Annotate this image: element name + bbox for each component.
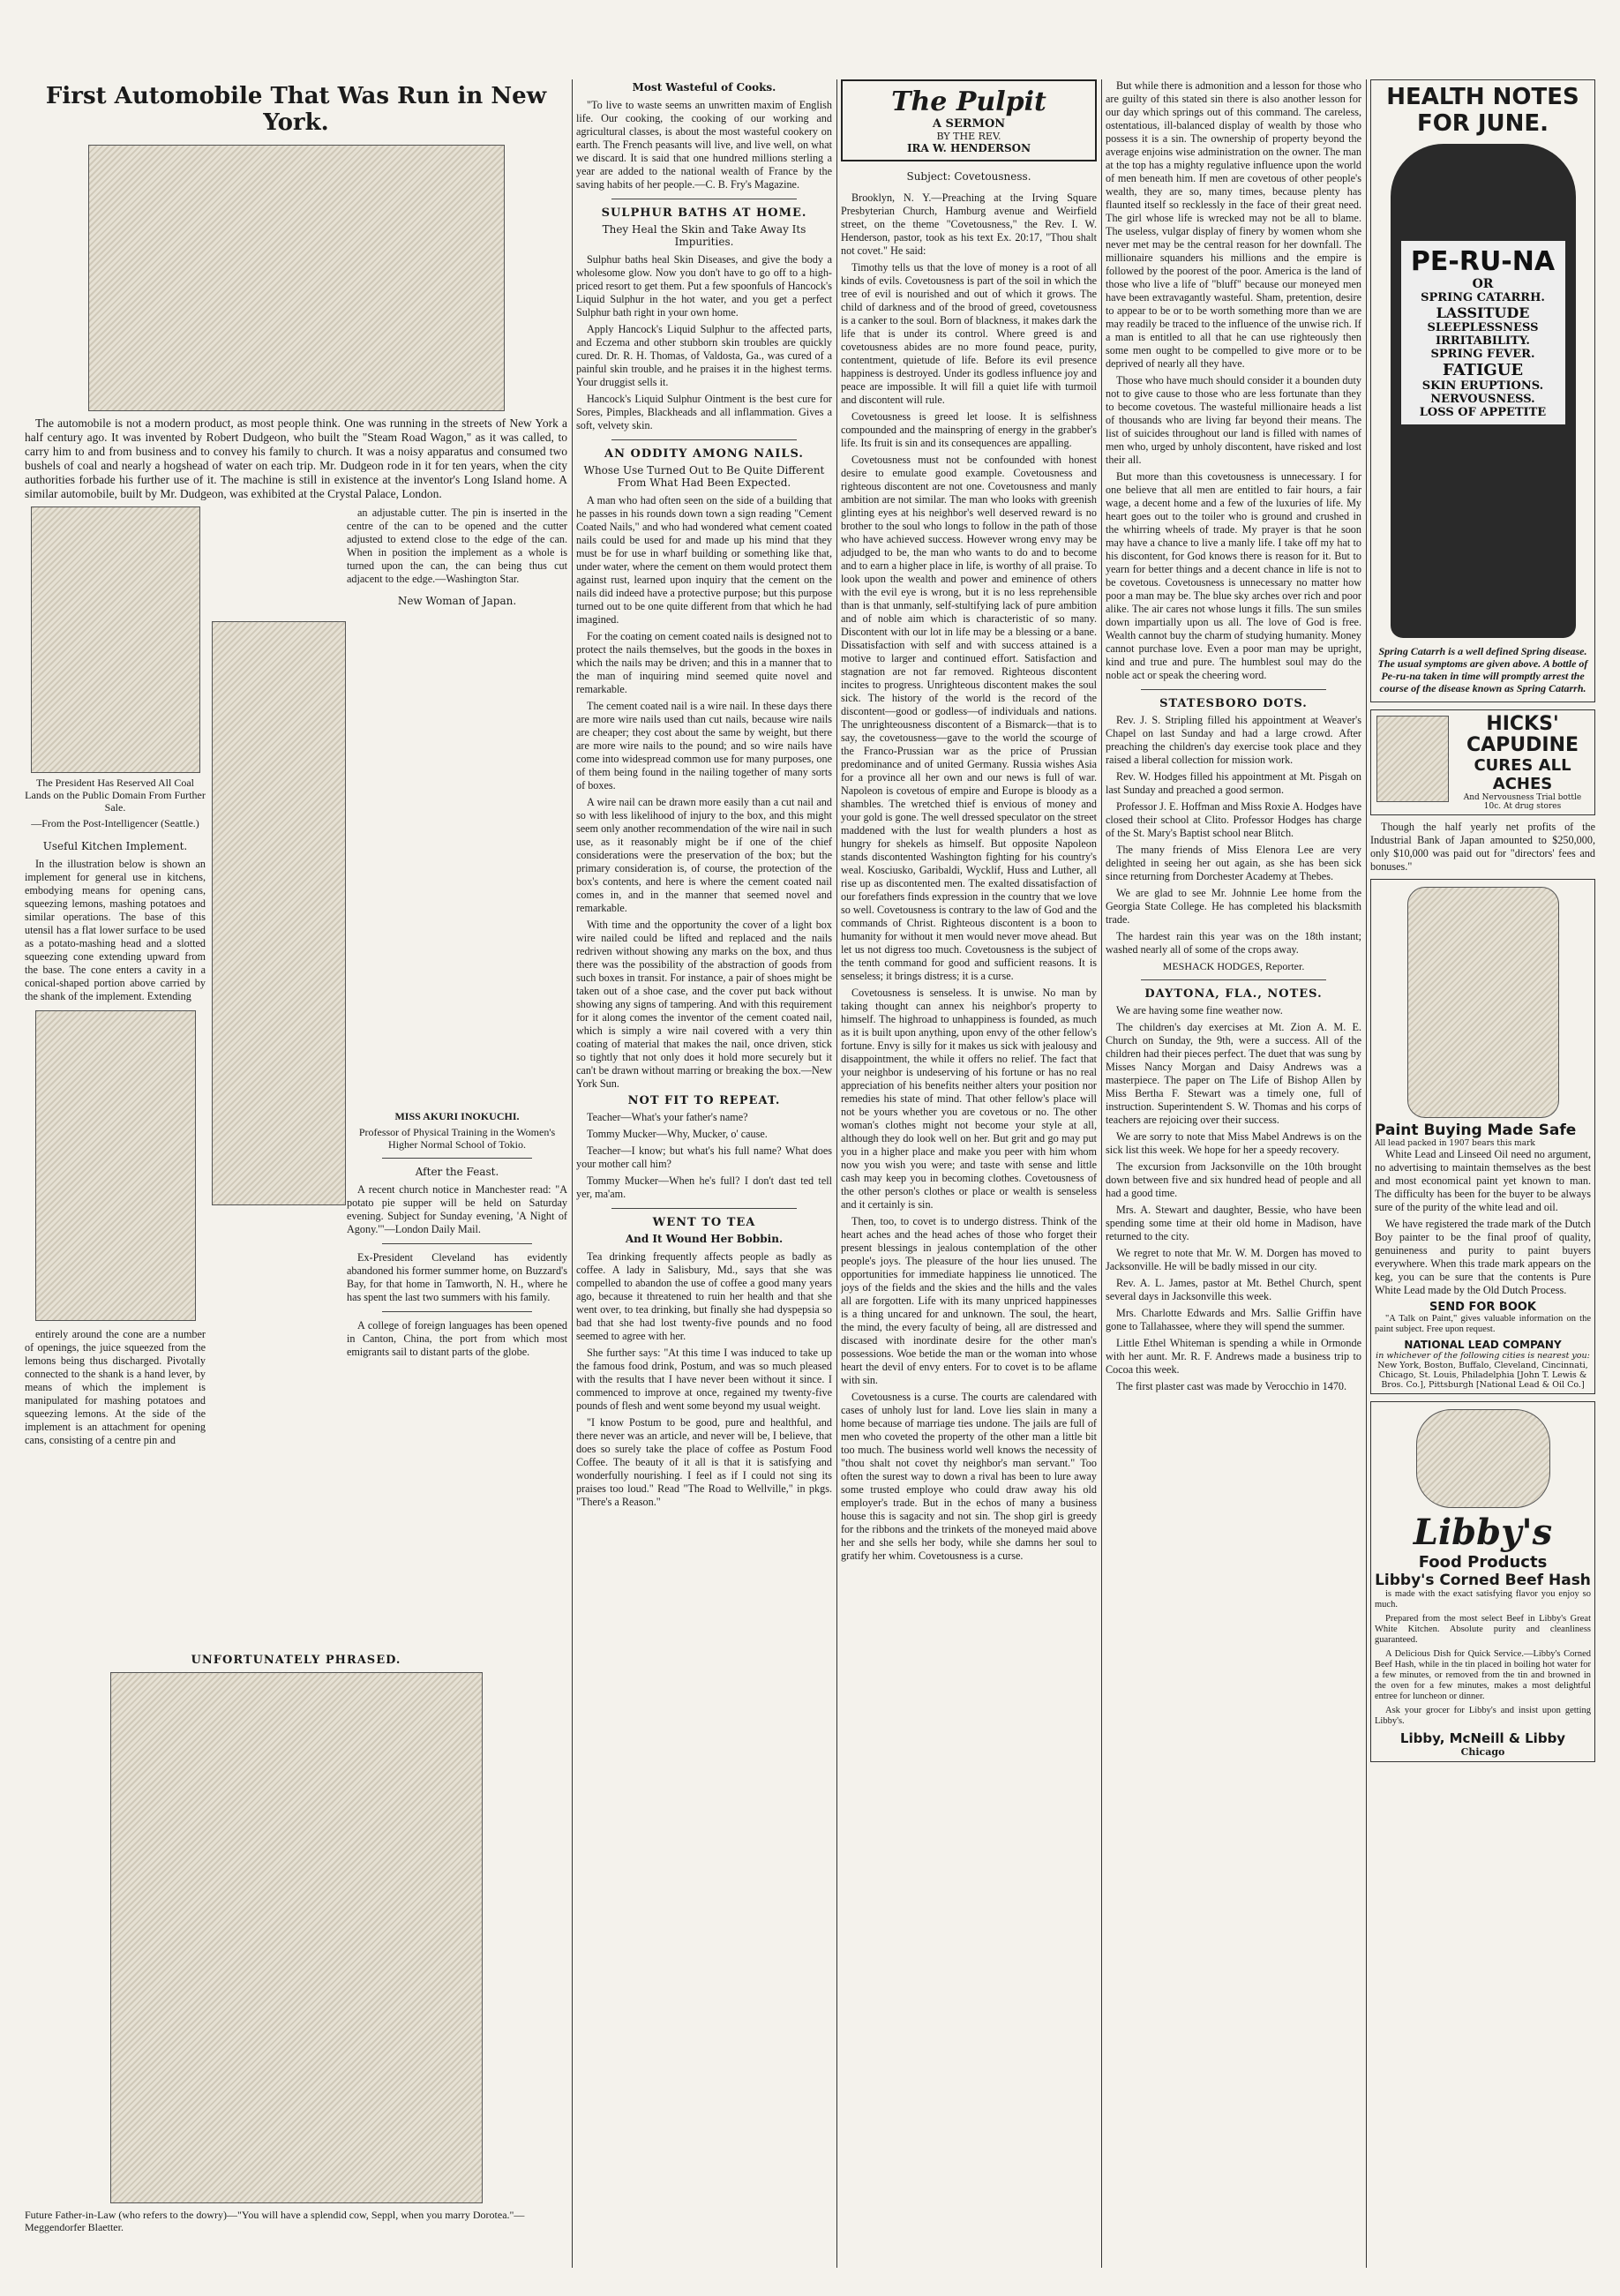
column-2 [576, 79, 832, 2268]
libby-text-3: A Delicious Dish for Quick Service.—Libby's Corned Beef Hash, while in the tin placed in boiling hot water for a few minutes, or removed from the tin and browned in the oven for a few minutes, makes a most delightful entree for luncheon or dinner. [1375, 1649, 1591, 1701]
tea-text-2: She further says: "At this time I was induced to take up the famous food drink, Postum, and was so much pleased with the results that I have never been without it since. I commenced to improve at once, regained my twenty-five pounds of flesh and went some beyond my usual weight. [576, 1347, 832, 1412]
statesboro-item: Rev. J. S. Stripling filled his appointment at Weaver's Chapel on last Sunday and had a large crowd. After preaching the children's day exercise took place and they raised a liberal collection for mission work. [1106, 714, 1361, 766]
daytona-item: Little Ethel Whiteman is spending a while in Ormonde with her aunt. Mr. R. F. Andrews made a business trip to Cocoa this week. [1106, 1337, 1361, 1376]
tea-text-3: "I know Postum to be good, pure and healthful, and there never was an article, and never will be, I believe, that does so surely take the place of coffee as Postum Food Coffee. The beauty of it all is that it is satisfying and wonderfully nourishing. I feel as if I could not sing its praises too loud." Read "The Road to Wellville," in pkgs. "There's a Reason." [576, 1416, 832, 1508]
sermon-text-5: Covetousness is senseless. It is unwise. No man by taking thought can annex his neighbor's property to himself. The highroad to unhappiness is founded, as much as it is built upon anything, upon envy of the other fellow's fortune. Envy is silly for it makes us sick with jealousy and disappointment, the while it offers no relief. The fact that your neighbor is undeserving of his fortune or has no real appreciation of his benefits neither alters your position nor remedies his state of mind. That other fellow's place will not be yours whether you are covetous or no. The other woman's clothes might not become your style at all, although they do look well on her. But grit and go may put you in a higher place and make you peer with him whom now you wish you were; and taste with sense and little cash may keep you in becoming clothes. Covetousness of the other person's clothes or place or wealth is senseless and it certainly is sin. [841, 987, 1097, 1211]
cooks-headline: Most Wasteful of Cooks. [632, 81, 776, 94]
pulpit-title: The Pulpit [891, 86, 1046, 117]
statesboro-item: The many friends of Miss Elenora Lee are very delighted in seeing her out again, as she has been sick since returning from Dorchester Academy at Thebes. [1106, 844, 1361, 882]
company-cities: New York, Boston, Buffalo, Cleveland, Cincinnati, Chicago, St. Louis, Philadelphia [John T. Lewis & Bros. Co.], Pittsburgh [National Lead & Oil Co.] [1377, 1361, 1588, 1390]
peruna-ad [1370, 79, 1595, 702]
bottle-line: SLEEPLESSNESS [1427, 321, 1539, 334]
libby-hash: Libby's Corned Beef Hash [1375, 1572, 1591, 1589]
sermon-text-1: Brooklyn, N. Y.—Preaching at the Irving Square Presbyterian Church, Hamburg avenue and Weirfield street, on the theme "Covetousness," the Rev. I. W. Henderson, pastor, took as his text Ex. 20:17, "Thou shalt not covet." He said: [841, 191, 1097, 257]
statesboro-item: The hardest rain this year was on the 18th instant; washed nearly all of some of the crops away. [1106, 930, 1361, 956]
daytona-item: Rev. A. L. James, pastor at Mt. Bethel Church, spent several days in Jacksonville this week. [1106, 1277, 1361, 1302]
nails-text-3: The cement coated nail is a wire nail. In these days there are more wire nails used than cut nails, because wire nails are cheaper; they cost about the same by weight, but there are more wire nails to the pound; and so wire nails have come into widespread common use for many purposes, one of them being found in the nailing together of many sorts of boxes. [576, 700, 832, 792]
divider [611, 439, 797, 440]
column-4 [1106, 79, 1361, 2268]
sermon-cont-1: But while there is admonition and a lesson for those who are guilty of this stated sin there is also another lesson for our day which springs out of this command. The careless, ostentatious, ill-balanced display of wealth by those who possess it is a sin. The ownership of property beyond the average enjoins wise administration on the owner. The man at the top has a mighty regulative influence upon the world of men beneath him. If men are covetous of other people's wealth, they are so, many times, because plenty has flaunted itself so recklessly in the face of their great need. The girl whose life is wrecked may not be all to blame. The useless, vulgar display of finery by women whom she never met may be the central reason for her downfall. The millionaire squanders his millions and the empire is followed by the poorest of the poor. America is the land of those who live a life of "bluff" because our moneyed men have been extravagantly wasteful. Sham, pretention, desire to appear to be or to be worth something more than we are may readily be traced to the influence of the unwise rich. If a man is entitled to all that he can use righteously then some men ought to be compelled to give more or to be deprived of nearly all they have. [1106, 79, 1361, 370]
daytona-item: The excursion from Jacksonville on the 10th brought down between five and six hundred head of people and all had a good time. [1106, 1160, 1361, 1199]
coal-lands-cartoon [31, 506, 200, 773]
pulpit-banner [841, 79, 1097, 161]
divider [1141, 689, 1326, 690]
tea-text-1: Tea drinking frequently affects people as badly as coffee. A lady in Salisbury, Md., says that she was compelled to abandon the use of coffee a good many years ago, because it threatened to ruin her health and that she went over, to tea drinking, but finally she had dyspepsia so bad that she had lost twenty-five pounds and no food seemed to agree with her. [576, 1250, 832, 1342]
portrait-spacer [347, 612, 567, 1107]
divider [382, 1311, 532, 1312]
phrased-caption: Future Father-in-Law (who refers to the dowry)—"You will have a splendid cow, Seppl, when you marry Dorotea."—Meggendorfer Blaetter. [25, 2209, 525, 2233]
sulphur-headline: SULPHUR BATHS AT HOME. [601, 206, 807, 220]
sermon-author: IRA W. HENDERSON [906, 142, 1031, 154]
company-sub: in whichever of the following cities is nearest you: [1376, 1351, 1590, 1361]
repeat-headline: NOT FIT TO REPEAT. [627, 1094, 781, 1107]
sermon-cont-3: But more than this covetousness is unnecessary. I for one believe that all men are entitled to fair hours, a fair wage, a decent home and a few of the luxuries of life. My heart goes out to the toiler who is ground and crushed in the whirring wheels of trade. My prayer is that he soon may have a chance to live a manly life. I take off my hat to his discontent, for God knows there is reason for it. But to yearn for better things and a decent chance in life is not to be covetous. Covetousness is unnecessary no matter how poor a man may be. The blue sky arches over rich and poor alike. The air cares not whose lungs it fills. The sun smiles down impartially upon us all. The love of God is free. Wealth cannot buy the charm of studying humanity. Money cannot purchase love. Even a poor man may be upright, kind and true and pure. The humblest soul may do the noble act or speak the cheering word. [1106, 470, 1361, 681]
nails-text-4: A wire nail can be drawn more easily than a cut nail and so with less likelihood of injury to the box, and this might seem only another recommendation of the wire nail in such use, as it reasonably might be if one of the chief considerations were the preservation of the box; but the primary consideration is, of course, the protection of the box's contents, and here is where the cement coated nail comes in, and in the manner that seemed novel and remarkable. [576, 796, 832, 914]
coal-credit: —From the Post-Intelligencer (Seattle.) [31, 817, 199, 829]
kitchen-headline: Useful Kitchen Implement. [42, 840, 188, 852]
statesboro-item: Rev. W. Hodges filled his appointment at Mt. Pisgah on last Sunday and preached a good sermon. [1106, 770, 1361, 796]
bottle-line: NERVOUSNESS. [1430, 393, 1535, 406]
sulphur-text-1: Sulphur baths heal Skin Diseases, and give the body a wholesome glow. Now you don't have to go off to a high-priced resort to get them. Put a few spoonfuls of Hancock's Liquid Sulphur in the hot water, and you get a perfect Sulphur bath right in your own home. [576, 253, 832, 319]
divider [382, 1158, 532, 1159]
peruna-bottle-illustration [1391, 144, 1576, 638]
phrased-headline: UNFORTUNATELY PHRASED. [191, 1654, 401, 1667]
libby-company: Libby, McNeill & Libby [1399, 1730, 1566, 1746]
newspaper-page [25, 79, 1595, 2268]
bottle-line: IRRITABILITY. [1436, 334, 1530, 348]
column-rule [1366, 79, 1367, 2268]
paint-text-2: We have registered the trade mark of the Dutch Boy painter to be the final proof of quality, genuineness and purity to paint buyers everywhere. When this trade mark appears on the keg, you can be sure that the contents is Pure White Lead made by the Old Dutch Process. [1375, 1218, 1591, 1296]
dutch-boy-paint-ad [1370, 879, 1595, 1394]
sermon-subject: Subject: Covetousness. [906, 170, 1031, 183]
daytona-item: We are sorry to note that Miss Mabel Andrews is on the sick list this week. We hope for her a speedy recovery. [1106, 1130, 1361, 1156]
kitchen-article: In the illustration below is shown an implement for general use in kitchens, embodying means for opening cans, squeezing lemons, mashing potatoes and similar operations. The base of this utensil has a flat lower surface to be used as a potato-mashing head and a slotted squeezing cone extending upward from the base. The cone enters a cavity in a conical-shaped portion above carried by the shank of the implement. Extending [25, 858, 206, 1002]
steam-wagon-illustration [88, 145, 505, 411]
sermon-line-2: BY THE REV. [936, 131, 1001, 142]
tea-headline: WENT TO TEA [652, 1216, 756, 1229]
health-notes-headline: HEALTH NOTES FOR JUNE. [1386, 84, 1579, 137]
feast-article: A recent church notice in Manchester read: "A potato pie supper will be held on Saturday evening. Subject for Sunday evening, 'A Night of Agony.'"—London Daily Mail. [347, 1183, 567, 1235]
sermon-text-7: Covetousness is a curse. The courts are calendared with cases of unholy lust for land. Love lies slain in many a home because of marriage ties undone. The jails are full of men who coveted the property of the other man a little bit too much. The business world well knows the necessity of "thou shalt not covet thy neighbor's man servant." Too often the surest way to down a rival has been to lure away some trusted employe who could draw away his old employer's trade. But in the echos of many a business house this is sagacity and not sin. The shop girl is greedy for the ribbons and the trinkets of the moneyed maid above her and she sells her body, while she damns her soul to gratify her whim. Covetousness is a curse. [841, 1391, 1097, 1562]
canton-article: A college of foreign languages has been opened in Canton, China, the port from which most emigrants sail to distant parts of the globe. [347, 1319, 567, 1358]
capudine-figure-illustration [1376, 716, 1449, 802]
libby-text-4: Ask your grocer for Libby's and insist upon getting Libby's. [1375, 1706, 1591, 1726]
coal-caption: The President Has Reserved All Coal Lands on the Public Domain From Further Sale. [25, 777, 206, 814]
nails-text-2: For the coating on cement coated nails is designed not to protect the nails themselves, but the goods in the boxes in which the nails may be driven; and this in a manner that to the man of inquiring mind seemed quite novel and remarkable. [576, 630, 832, 695]
divider [611, 1208, 797, 1209]
statesboro-item: We are glad to see Mr. Johnnie Lee home from the Georgia State College. He has completed his blacksmith trade. [1106, 887, 1361, 926]
send-book-headline: SEND FOR BOOK [1429, 1301, 1536, 1314]
kitchen-article-cont: entirely around the cone are a number of openings, the juice squeezed from the lemons being thus discharged. Pivotally connected to the shank is a hand lever, by means of which the implement is manipulated for mashing potatoes and squeezing lemons. At the side of the implement is an attachment for opening cans, consisting of a centre pin and [25, 1328, 206, 1446]
bottle-line: LOSS OF APPETITE [1419, 406, 1547, 419]
column-5 [1370, 79, 1595, 2268]
daytona-item: We regret to note that Mr. W. M. Dorgen has moved to Jacksonville. He will be badly missed in our city. [1106, 1247, 1361, 1272]
paint-mark-label: All lead packed in 1907 bears this mark [1375, 1139, 1535, 1148]
sermon-text-6: Then, too, to covet is to undergo distress. Think of the heart aches and the head aches of those who forget their present blessings in jealous contemplation of the other people's joys. The pleasure of the hour lies unused. The opportunities for immediate happiness lie unnoticed. The joys of the fields and the skies and the hills and the vales all are forgotten. Life with its many unpriced happinesses is a thing uncared for and unknown. The soul, the heart, the mind, the every faculty of being, all are distressed and discased with inordinate desire for the other man's possessions. Woe betide the man or the woman into whose heart the devil of envy enters. For to covet is to be aflame with sin. [841, 1215, 1097, 1386]
daytona-item: The first plaster cast was made by Verocchio in 1470. [1116, 1380, 1347, 1392]
capudine-cures: CURES ALL ACHES [1474, 756, 1571, 793]
sulphur-text-3: Hancock's Liquid Sulphur Ointment is the best cure for Sores, Pimples, Blackheads and all inflammation. Gives a soft, velvety skin. [576, 393, 832, 431]
libby-food: Food Products [1418, 1553, 1548, 1572]
statesboro-item: Professor J. E. Hoffman and Miss Roxie A. Hodges have closed their school at Clito. Professor Hodges has charge of the St. Mary's Baptist school near Blitch. [1106, 800, 1361, 839]
cleveland-article: Ex-President Cleveland has evidently abandoned his former summer home, on Buzzard's Bay, for that home in Tamworth, N. H., where he has spent the last two summers with his family. [347, 1251, 567, 1303]
divider [382, 1243, 532, 1244]
paint-text-1: White Lead and Linseed Oil need no argument, no advertising to maintain themselves as the best and most economical paint yet known to man. The difficulty has been for the buyer to be always sure of the purity of the white lead and oil. [1375, 1148, 1591, 1213]
middle-block [25, 506, 567, 1645]
daytona-headline: DAYTONA, FLA., NOTES. [1144, 987, 1323, 1001]
column-rule [1101, 79, 1102, 2268]
send-book-text: "A Talk on Paint," gives valuable information on the paint subject. Free upon request. [1375, 1314, 1591, 1334]
sermon-text-3: Covetousness is greed let loose. It is selfishness compounded and the mainspring of energy in the grabber's life. Its fruit is sin and its consequences are appalling. [841, 410, 1097, 449]
sulphur-text-2: Apply Hancock's Liquid Sulphur to the affected parts, and Eczema and other stubborn skin troubles are quickly cured. Dr. R. H. Thomas, of Valdosta, Ga., was cured of a painful skin trouble, and he praises it in the highest terms. Your druggist sells it. [576, 323, 832, 388]
right-subcolumn [347, 506, 567, 1362]
nails-text-5: With time and the opportunity the cover of a light box wire nailed could be lifted and replaced and the nails redriven without showing any marks on the box, and thus there was the possibility of the abstraction of goods from such boxes in transit. For instance, a pair of shoes might be taken out of a shoe case, and the cover put back without showing any signs of tampering. And with this requirement for it along comes the inventor of the cement coated nail, which is simply a wire nail covered with a very thin coating of material that makes the nail, once driven, stick so tightly that not only does it hold more securely but it can't be drawn without marring or breaking the box.—New York Sun. [576, 919, 832, 1090]
bottle-line: FATIGUE [1442, 361, 1524, 379]
sermon-line-1: A SERMON [932, 117, 1006, 131]
japan-bank-article: Though the half yearly net profits of the Industrial Bank of Japan amounted to $250,000, only $10,000 was paid out for "directors' fees and bonuses." [1370, 821, 1595, 873]
company-name: NATIONAL LEAD COMPANY [1404, 1339, 1562, 1351]
repeat-line-2: Tommy Mucker—Why, Mucker, o' cause. [587, 1128, 768, 1140]
peruna-caption: Spring Catarrh is a well defined Spring disease. The usual symptoms are given above. A bottle of Pe-ru-na taken in time will promptly arrest the course of the disease known as Spring Catarrh. [1377, 645, 1588, 694]
divider [1141, 979, 1326, 980]
repeat-line-1: Teacher—What's your father's name? [587, 1111, 748, 1123]
sulphur-subhead: They Heal the Skin and Take Away Its Impurities. [602, 223, 806, 248]
cow-cartoon-illustration [110, 1672, 483, 2203]
column-3 [841, 79, 1097, 2268]
daytona-item: Mrs. Charlotte Edwards and Mrs. Sallie Griffin have gone to Tallahassee, where they will spend the summer. [1106, 1307, 1361, 1332]
kitchen-article-cont2: an adjustable cutter. The pin is inserted in the centre of the can to be opened and the cutter adjusted to extend close to the edge of the can. When in position the implement as a whole is turned upon the can, the can being thus cut adjacent to the edge.—Washington Star. [347, 506, 567, 585]
tea-subhead: And It Wound Her Bobbin. [625, 1233, 784, 1245]
bottle-line: OR [1472, 277, 1494, 291]
sermon-text-2: Timothy tells us that the love of money is a root of all kinds of evils. Covetousness is part of the soil in which the tree of evil is nourished and out of which it grows. The child of darkness and of the brood of greed, covetousness is a canker to the soul. Born of blackness, it makes dark the life that is under its control. Where greed is and covetousness abides are no more found peace, purity, contentment, quietude of life. Before its evil presence happiness is destroyed. Under its godless influence joy and peace are impossible. It will fill a quiet life with turmoil and discontent will rule. [841, 261, 1097, 406]
repeat-line-3: Teacher—I know; but what's his full name? What does your mother call him? [576, 1144, 832, 1170]
automobile-article: The automobile is not a modern product, as most people think. One was running in the streets of New York a half century ago. It was invented by Robert Dudgeon, who built the "Steam Road Wagon," as it was called, to carry him to and from business and to convey his family to church. It was a noisy apparatus and consumed two bushels of coal and nearly a hogshead of water on each trip. Mr. Dudgeon rode in it for ten years, when the city authorities forbade his further use of it. The machine is still in existence at the inventor's Long Island home. A similar automobile, built by Mr. Dudgeon, was exhibited at the Crystal Palace, London. [25, 416, 567, 500]
sermon-cont-2: Those who have much should consider it a bounden duty not to give cause to those who are less fortunate than they to become covetous. The wasteful millionaire heads a list of thousands who are living far beyond their means. The list of suicides throughout our land is filled with names of men who, urged by unholy discontent, have risked and lost their all. [1106, 374, 1361, 466]
daytona-item: We are having some fine weather now. [1116, 1004, 1283, 1017]
libby-can-illustration [1416, 1409, 1550, 1508]
daytona-item: The children's day exercises at Mt. Zion A. M. E. Church on Sunday, the 9th, were a success. All of the children had their pieces perfect. The duet that was sung by Misses Nancy Morgan and Daisy Andrews was a masterpiece. The paper on The Life of Bishop Allen by Miss Bertha F. Stewart was a timely one, full of instruction. Superintendent S. W. Thomas and his corps of teachers are rejoicing over their success. [1106, 1021, 1361, 1126]
statesboro-headline: STATESBORO DOTS. [1159, 697, 1308, 710]
column-rule [572, 79, 573, 2268]
paint-keg-illustration [1407, 887, 1559, 1118]
peruna-label: PE-RU-NA [1410, 246, 1556, 277]
left-subcolumn [25, 506, 206, 1451]
daytona-item: Mrs. A. Stewart and daughter, Bessie, who have been spending some time at their old home in Madison, have returned to the city. [1106, 1204, 1361, 1242]
capudine-small-print: And Nervousness Trial bottle 10c. At drug stores [1463, 793, 1582, 811]
repeat-line-4: Tommy Mucker—When he's full? I don't dast ted tell yer, ma'am. [576, 1174, 832, 1200]
akuri-caption: Professor of Physical Training in the Women's Higher Normal School of Tokio. [358, 1126, 556, 1151]
libby-ad [1370, 1401, 1595, 1762]
kitchen-implement-illustration [35, 1010, 196, 1321]
libby-text-2: Prepared from the most select Beef in Libby's Great White Kitchen. Absolute purity and cleanliness guaranteed. [1375, 1614, 1591, 1645]
column-rule [836, 79, 837, 2268]
center-figure [212, 506, 344, 1205]
bottle-line: SKIN ERUPTIONS. [1421, 379, 1544, 393]
nails-text-1: A man who had often seen on the side of a building that he passes in his rounds down town a sign reading "Cement Coated Nails," and who had wondered what cement coated nails could be used for and made up his mind that they must be for use in wharf building or something like that, under water, where the cement on them would protect them against rust, learned upon inquiry that the cement on the nails did indeed have a protective purpose; but this purpose turned out to be one quite different from that which he had imagined. [576, 494, 832, 626]
libby-text-1: is made with the exact satisfying flavor you enjoy so much. [1375, 1589, 1591, 1609]
statesboro-signature: MESHACK HODGES, Reporter. [1162, 960, 1305, 972]
capudine-brand: HICKS' CAPUDINE [1466, 713, 1579, 756]
libby-city: Chicago [1460, 1746, 1505, 1758]
nails-subhead: Whose Use Turned Out to Be Quite Different From What Had Been Expected. [583, 464, 825, 489]
nails-headline: AN ODDITY AMONG NAILS. [604, 447, 804, 461]
akuri-name: MISS AKURI INOKUCHI. [394, 1110, 520, 1122]
bottle-line: SPRING CATARRH. [1421, 291, 1545, 304]
bottle-line: SPRING FEVER. [1430, 348, 1535, 361]
japanese-woman-portrait [212, 621, 346, 1205]
japan-headline: New Woman of Japan. [397, 595, 517, 607]
sermon-text-4: Covetousness must not be confounded with honest desire to emulate good example. Covetousness and righteous discontent are not one. Covetousness and manly ambition are not similar. The man who looks with greenish glinting eyes at his neighbor's well deserved reward is no brother to the soul who longs to follow in the path of those who have achieved success. However wrong envy may be adjudged to be, the man who wants to do and to become and to earn a higher place in life, is worthy of all praise. To look upon the wealth and power and eminence of others with the evil eye is wrong, but it is no less reprehensible than is that unmanly, self-stultifying lack of pure ambition and of noble aim which is characteristic of so many. Discontent with our lot in life may be a blessing or a bane. Dissatisfaction with self and with success attained is a motive to larger and continued effort. Satisfaction and stagnation are not far removed. Righteous discontent incites to progress. Unrighteous discontent makes the soul sick. The history of the world is the record of the discontent—good or godless—of individuals and nations. The unrighteousness discontent of a Bismarck—that is to say, the covetousness—gave to the world the scourge of the Franco-Prussian war as the price of Prussian predominance and of united Germany. Russia wishes Asia for a province all her own and our news is full of war. Napoleon is covetous of empire and Europe is bloody as a shambles. The wretched thief is envious of money and your gold is gone. The well dressed speculator on the street maddened with the lust for wealth plunders a host as hungry for shekels as himself. But opposite Napoleon stands discontented Washington fighting for his country's weal. Kosciusko, Garibaldi, Wycklif, Huss and Luther, all rise up as discontented men. The exalted dissatisfaction of our forefathers finds expression in the country that we love so well. Covetousness is contrary to the law of God and the commands of Christ. Righteous discontent is a boon to humanity for without it men would never move ahead. But let us not digress too much. Covetousness is the subject of the tenth command for good and sufficient reasons. It is senseless; it brings distress; it is a curse. [841, 454, 1097, 982]
automobile-headline: First Automobile That Was Run in New York. [45, 83, 547, 136]
feast-headline: After the Feast. [415, 1166, 499, 1178]
cooks-article: "To live to waste seems an unwritten maxim of English life. Our cooking, the cooking of our working and agricultural classes, is about the most wasteful cookery on earth. The French peasants will live, and live well, on what we discard. It is said that one hundred millions sterling a year are added to the national wealth of France by the saving habits of her people.—C. B. Fry's Magazine. [576, 99, 832, 191]
libby-brand: Libby's [1413, 1512, 1553, 1553]
column-1 [25, 79, 567, 2268]
capudine-ad [1370, 709, 1595, 815]
bottle-line: LASSITUDE [1436, 304, 1530, 321]
paint-headline: Paint Buying Made Safe [1375, 1122, 1577, 1139]
